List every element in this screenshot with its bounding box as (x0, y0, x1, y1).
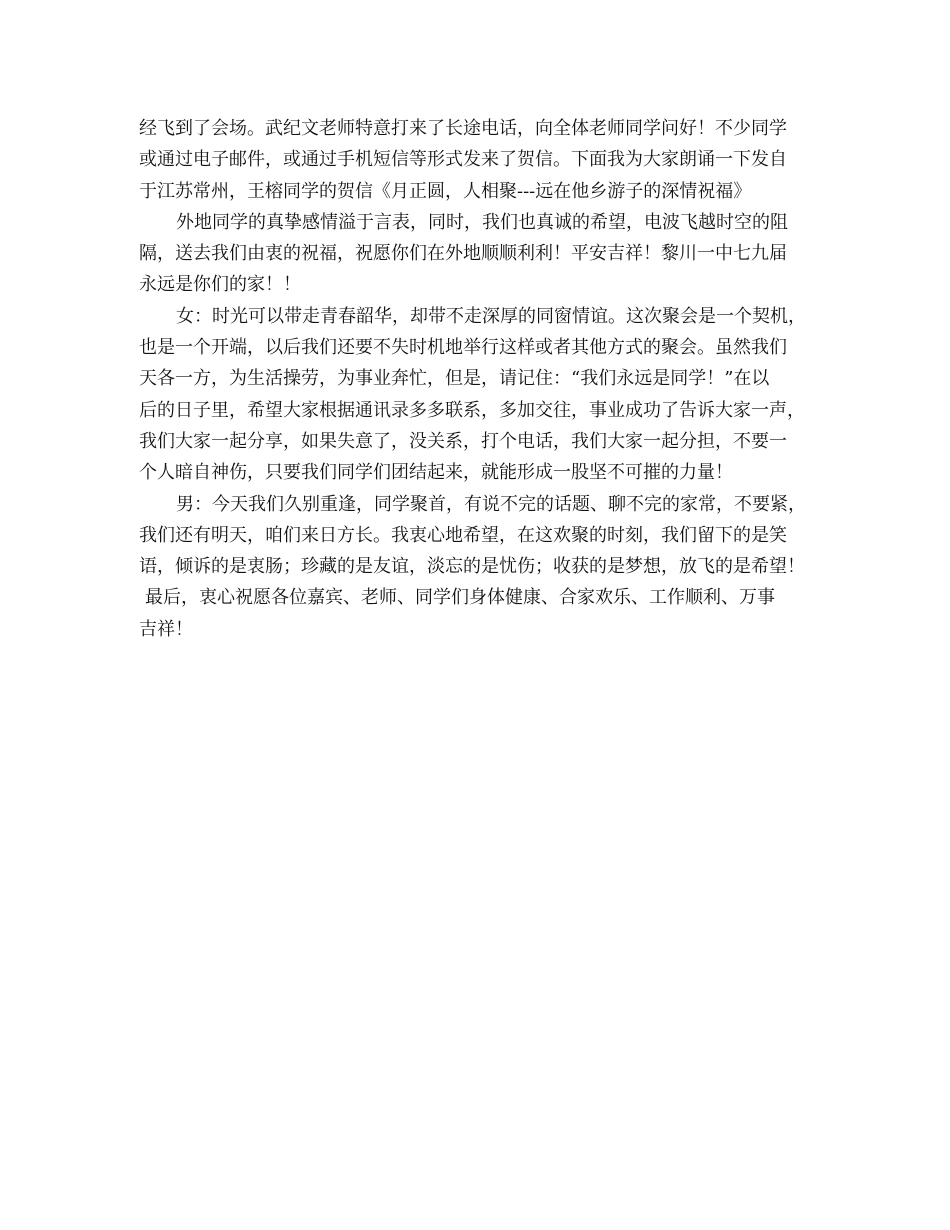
text-line: 或通过电子邮件，或通过手机短信等形式发来了贺信。下面我为大家朗诵一下发自 (139, 149, 787, 171)
text-line: 经飞到了会场。武纪文老师特意打来了长途电话，向全体老师同学问好！不少同学 (139, 118, 787, 139)
text-line: 隔，送去我们由衷的祝福，祝愿你们在外地顺顺利利！平安吉祥！黎川一中七九届 (139, 243, 787, 265)
text-line: 后的日子里，希望大家根据通讯录多多联系，多加交往，事业成功了告诉大家一声， (139, 399, 805, 421)
text-line: 于江苏常州，王榕同学的贺信《月正圆，人相聚---远在他乡游子的深情祝福》 (139, 180, 752, 202)
paragraph-first-line: 外地同学的真挚感情溢于言表，同时，我们也真诚的希望，电波飞越时空的阻 (176, 211, 788, 233)
text-line: 永远是你们的家！！ (139, 274, 301, 296)
text-line: 个人暗自神伤，只要我们同学们团结起来，就能形成一股坚不可摧的力量！ (139, 462, 733, 484)
text-line: 天各一方，为生活操劳，为事业奔忙，但是，请记住：“我们永远是同学！”在以 (139, 368, 770, 390)
text-line: 也是一个开端，以后我们还要不失时机地举行这样或者其他方式的聚会。虽然我们 (139, 337, 787, 359)
document-body (139, 113, 829, 645)
paragraph-first-line: 女：时光可以带走青春韶华，却带不走深厚的同窗情谊。这次聚会是一个契机， (176, 305, 806, 327)
paragraph-first-line: 男：今天我们久别重逢，同学聚首，有说不完的话题、聊不完的家常，不要紧， (176, 493, 806, 515)
text-line: 语，倾诉的是衷肠；珍藏的是友谊，淡忘的是忧伤；收获的是梦想，放飞的是希望！ (139, 556, 805, 578)
text-line: 最后，衷心祝愿各位嘉宾、老师、同学们身体健康、合家欢乐、工作顺利、万事 (145, 587, 775, 609)
text-line: 我们大家一起分享，如果失意了，没关系，打个电话，我们大家一起分担，不要一 (139, 430, 787, 452)
text-line: 我们还有明天，咱们来日方长。我衷心地希望，在这欢聚的时刻，我们留下的是笑 (139, 524, 787, 546)
text-line: 吉祥！ (139, 618, 193, 640)
